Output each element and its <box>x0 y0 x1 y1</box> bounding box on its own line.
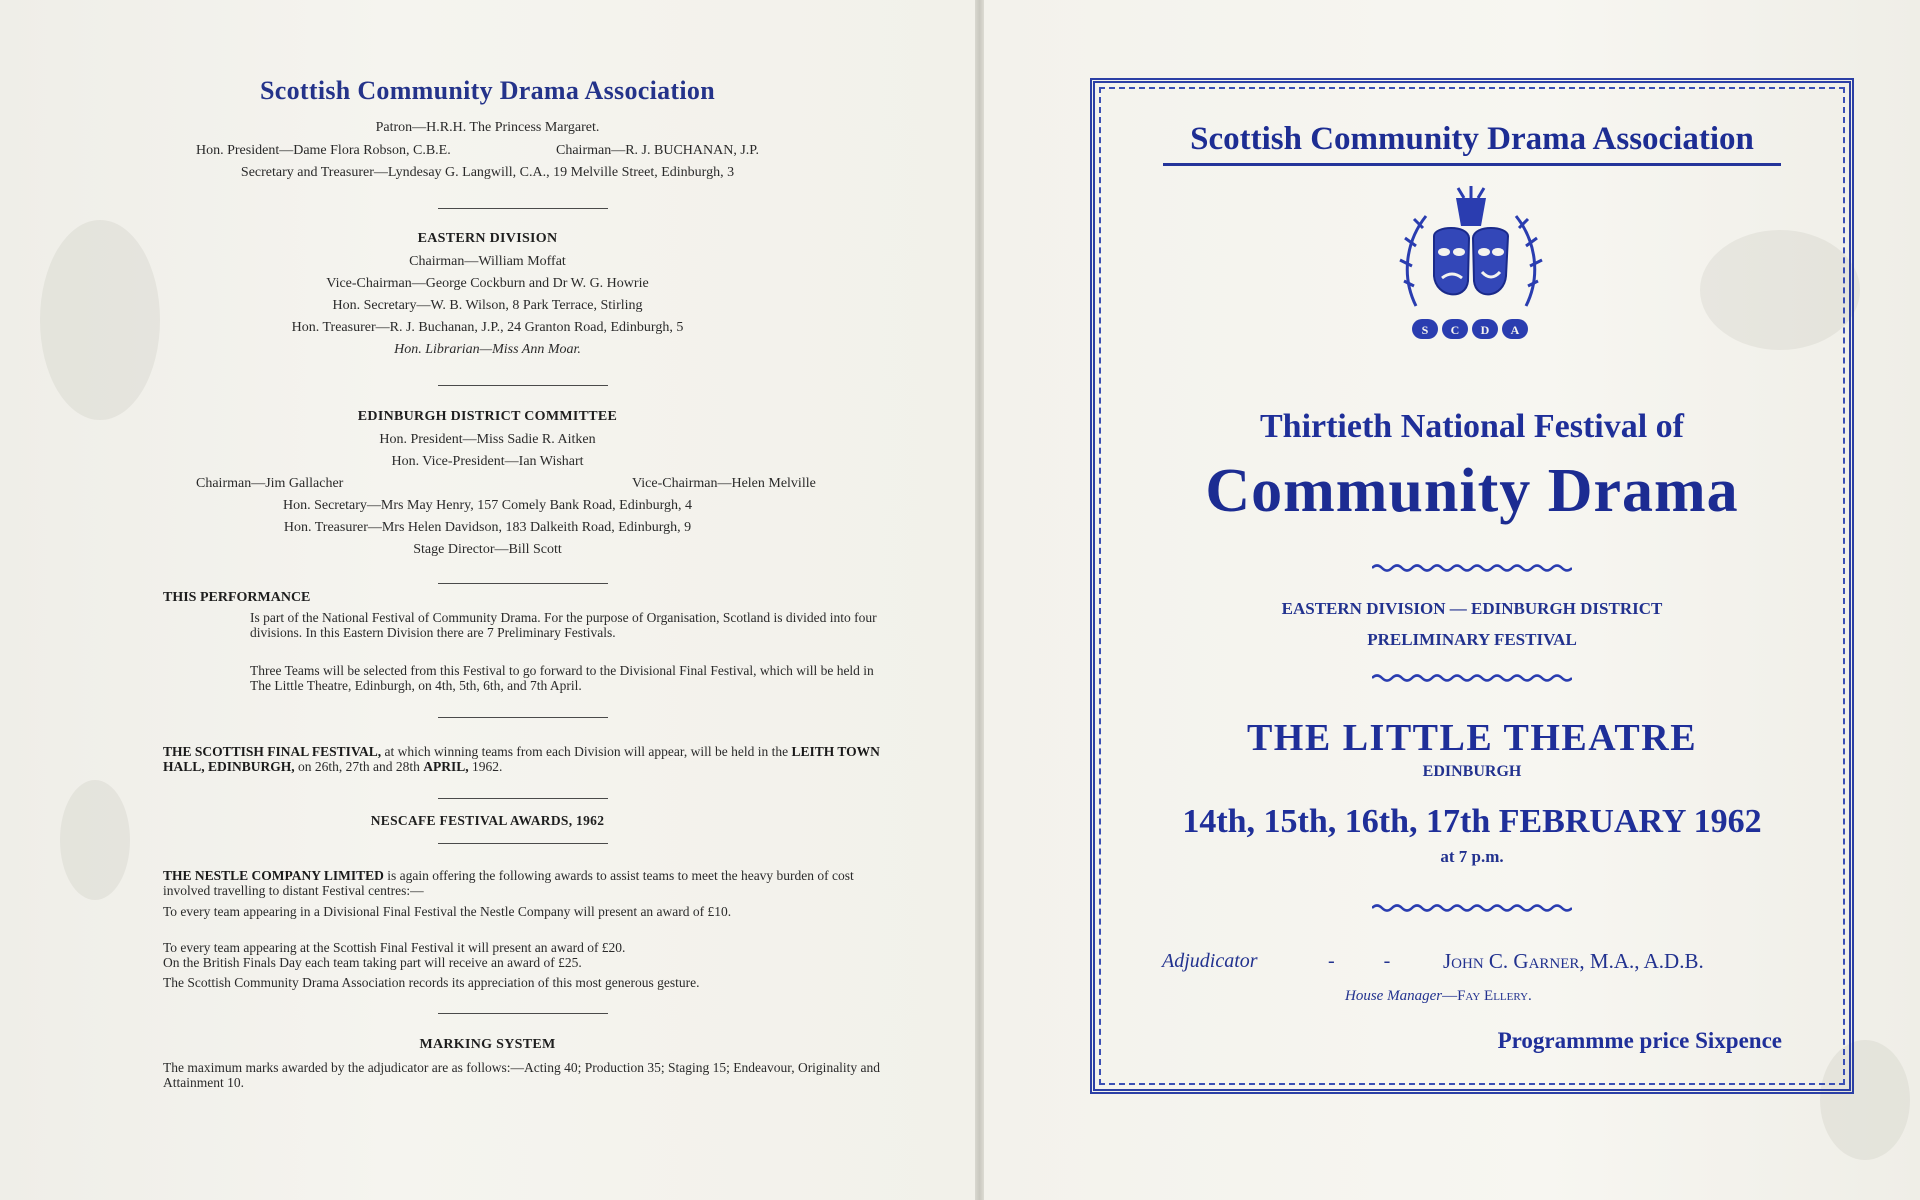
house-manager-name: —Fay Ellery. <box>1442 988 1532 1004</box>
committee-treasurer: Hon. Treasurer—Mrs Helen Davidson, 183 Dalkeith Road, Edinburgh, 9 <box>283 520 692 535</box>
committee-secretary: Hon. Secretary—Mrs May Henry, 157 Comely Bank Road, Edinburgh, 4 <box>282 498 693 513</box>
final-festival-lead: THE SCOTTISH FINAL FESTIVAL, <box>163 744 382 759</box>
secretary-line: Secretary and Treasurer—Lyndesay G. Langwill, C.A., 19 Melville Street, Edinburgh, 3 <box>240 165 735 180</box>
performance-heading: THIS PERFORMANCE <box>163 590 311 605</box>
start-time: at 7 p.m. <box>1440 847 1504 866</box>
performance-para2: Three Teams will be selected from this Festival to go forward to the Divisional Final Festival, which will be held in The Little Theatre, Edinburgh, on 4th, 5th, 6th, and 7th April. <box>250 663 874 693</box>
wave-ornament <box>1372 563 1572 573</box>
house-manager-line <box>1345 988 1532 1005</box>
emblem-letter: C <box>1450 323 1460 337</box>
title-underline <box>1163 163 1781 166</box>
divider <box>438 385 608 386</box>
venue-city: EDINBURGH <box>1422 763 1522 780</box>
wave-ornament <box>1372 903 1572 913</box>
committee-vice-chairman: Vice-Chairman—Helen Melville <box>632 476 816 491</box>
nestle-appreciation: The Scottish Community Drama Association records its appreciation of this most generous gesture. <box>163 975 700 990</box>
divider <box>438 717 608 718</box>
wave-ornament <box>1372 673 1572 683</box>
marking-heading: MARKING SYSTEM <box>419 1037 556 1052</box>
eastern-line: Hon. Secretary—W. B. Wilson, 8 Park Terrace, Stirling <box>332 298 643 313</box>
preliminary-line: PRELIMINARY FESTIVAL <box>1367 630 1577 649</box>
emblem-letter: D <box>1480 323 1490 337</box>
nestle-award-divisional: To every team appearing in a Divisional Final Festival the Nestle Company will present an award of £10. <box>163 904 732 919</box>
final-year: 1962. <box>468 759 503 774</box>
nescafe-heading: NESCAFE FESTIVAL AWARDS, 1962 <box>370 813 605 828</box>
final-text2: on 26th, 27th and 28th <box>294 759 424 774</box>
page-fold <box>975 0 984 1200</box>
patron-line: Patron—H.R.H. The Princess Margaret. <box>375 120 600 135</box>
left-association-title: Scottish Community Drama Association <box>260 76 715 105</box>
president-line: Hon. President—Dame Flora Robson, C.B.E. <box>196 143 451 158</box>
performance-para1: Is part of the National Festival of Community Drama. For the purpose of Organisation, Scotland is divided into four divisions. In this Eastern Division there are 7 Preliminary Festivals. <box>250 610 877 640</box>
emblem-letter: A <box>1510 323 1520 337</box>
divider <box>438 1013 608 1014</box>
adjudicator-name: John C. Garner, M.A., A.D.B. <box>1443 949 1704 973</box>
final-month: APRIL, <box>423 759 469 774</box>
final-venue: LEITH TOWN HALL, EDINBURGH, <box>163 744 880 774</box>
marking-text: The maximum marks awarded by the adjudicator are as follows:—Acting 40; Production 35; Staging 15; Endeavour, Originality and Attainment 10. <box>163 1060 881 1090</box>
festival-dates: 14th, 15th, 16th, 17th FEBRUARY 1962 <box>1182 803 1762 840</box>
divider <box>438 843 608 844</box>
programme-price: Programmme price Sixpence <box>1497 1028 1782 1053</box>
edinburgh-committee-heading: EDINBURGH DISTRICT COMMITTEE <box>357 409 618 424</box>
paper-stain <box>60 780 130 900</box>
final-text1: at which winning teams from each Division will appear, will be held in the <box>381 744 792 759</box>
eastern-line: Hon. Treasurer—R. J. Buchanan, J.P., 24 Granton Road, Edinburgh, 5 <box>291 320 684 335</box>
division-line: EASTERN DIVISION — EDINBURGH DISTRICT <box>1281 599 1663 618</box>
librarian-line: Hon. Librarian—Miss Ann Moar. <box>394 342 581 357</box>
divider <box>438 798 608 799</box>
festival-line: Thirtieth National Festival of <box>1259 408 1685 445</box>
committee-vice-president: Hon. Vice-President—Ian Wishart <box>391 454 584 469</box>
venue-title: THE LITTLE THEATRE <box>1246 717 1698 759</box>
stage-director: Stage Director—Bill Scott <box>413 542 562 557</box>
emblem-letter: S <box>1421 323 1429 337</box>
eastern-line: Chairman—William Moffat <box>409 254 566 269</box>
nestle-award-final: To every team appearing at the Scottish Final Festival it will present an award of £20. <box>163 940 626 955</box>
right-association-title: Scottish Community Drama Association <box>1190 121 1754 157</box>
divider <box>438 208 608 209</box>
eastern-line: Vice-Chairman—George Cockburn and Dr W. G. Howrie <box>326 276 649 291</box>
nestle-award-british: On the British Finals Day each team taking part will receive an award of £25. <box>163 955 582 970</box>
divider <box>438 583 608 584</box>
adjudicator-label: Adjudicator <box>1162 950 1258 972</box>
committee-chairman: Chairman—Jim Gallacher <box>196 476 344 491</box>
final-festival-paragraph <box>163 744 884 774</box>
scda-emblem-icon <box>1396 186 1546 346</box>
chairman-line: Chairman—R. J. BUCHANAN, J.P. <box>556 143 760 158</box>
headline: Community Drama <box>1205 457 1739 525</box>
house-manager-label: House Manager <box>1345 988 1443 1004</box>
committee-president: Hon. President—Miss Sadie R. Aitken <box>379 432 596 447</box>
nestle-paragraph <box>163 868 884 898</box>
nestle-lead: THE NESTLE COMPANY LIMITED <box>163 868 384 883</box>
eastern-division-heading: EASTERN DIVISION <box>417 231 558 246</box>
adjudicator-dashes: - - <box>1328 950 1413 972</box>
nestle-text: is again offering the following awards to assist teams to meet the heavy burden of cost involved travelling to distant Festival centres:— <box>163 868 854 898</box>
